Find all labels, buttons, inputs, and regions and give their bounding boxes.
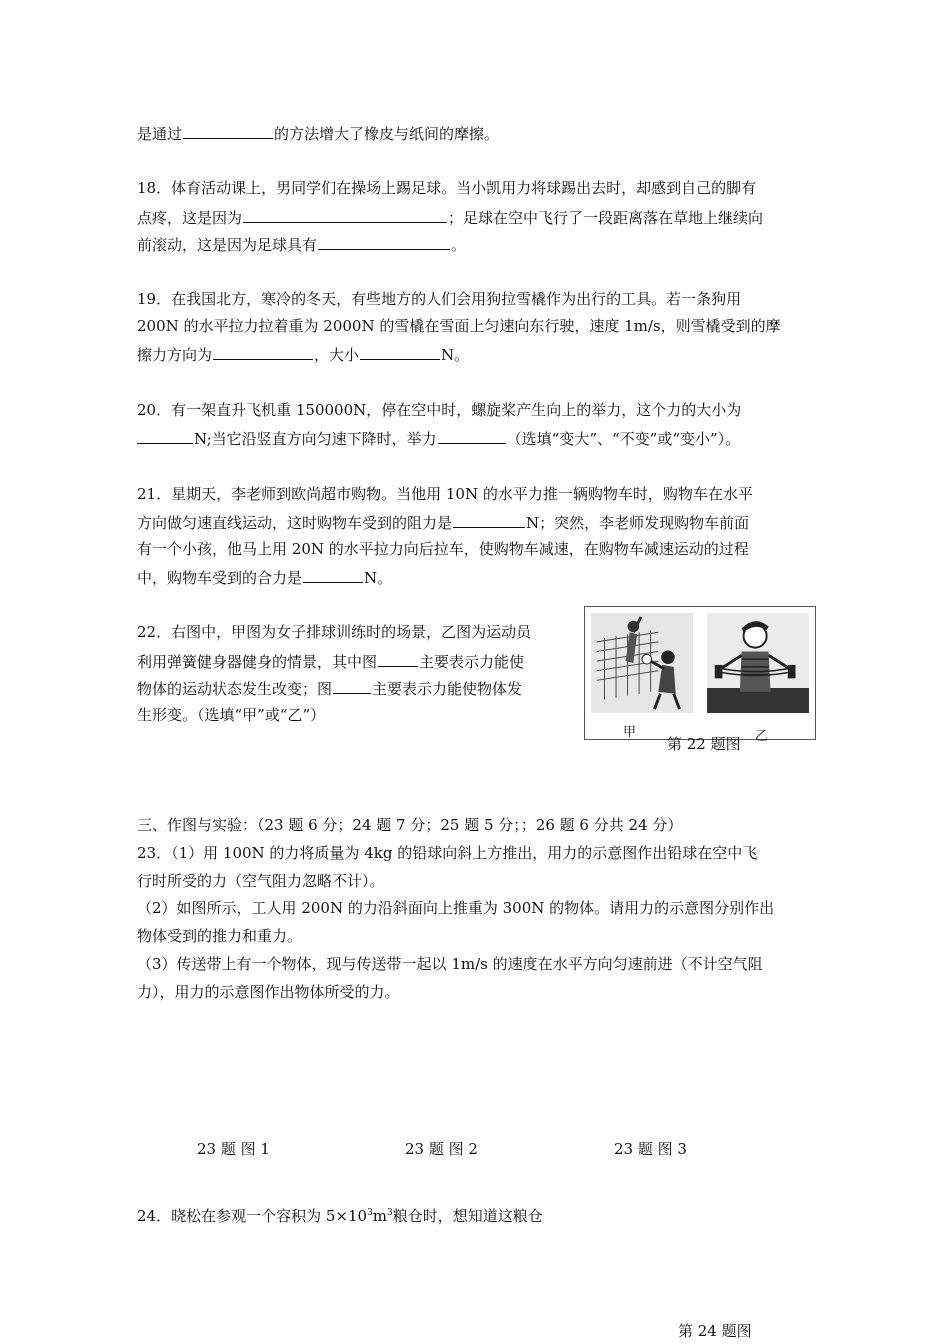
text-segment: N。 xyxy=(441,346,470,364)
text-segment: ，大小 xyxy=(314,346,360,364)
question-21-line-2 xyxy=(137,511,749,533)
question-18-line-3 xyxy=(137,233,466,255)
question-22-line-1: 22．右图中，甲图为女子排球训练时的场景，乙图为运动员 xyxy=(137,623,532,641)
text-segment: 利用弹簧健身器健身的情景，其中图 xyxy=(137,653,378,671)
exponent: 3 xyxy=(367,1208,373,1218)
text-segment: 点疼，这是因为 xyxy=(137,209,243,227)
question-24-line-1 xyxy=(137,1203,543,1226)
question-18-line-1: 18．体育活动课上，男同学们在操场上踢足球。当小凯用力将球踢出去时，却感到自己的脚有 xyxy=(137,179,757,197)
text-segment: 方向做匀速直线运动，这时购物车受到的阻力是 xyxy=(137,514,453,532)
answer-blank[interactable] xyxy=(183,122,273,139)
text-segment: 24．晓松在参观一个容积为 5×10 xyxy=(137,1207,368,1225)
question-21-line-1: 21．星期天，李老师到欧尚超市购物。当他用 10N 的水平力推一辆购物车时，购物车在水平 xyxy=(137,485,753,503)
question-22-line-4: 生形变。（选填“甲”或“乙”） xyxy=(137,706,326,724)
text-segment: 是通过 xyxy=(137,125,183,143)
question-21-line-3: 有一个小孩，他马上用 20N 的水平拉力向后拉车，使购物车减速，在购物车减速运动的过程 xyxy=(137,540,749,558)
text-segment: 前滚动，这是因为足球具有 xyxy=(137,236,318,254)
question-23-line-4: 物体受到的推力和重力。 xyxy=(137,927,303,945)
question-23-line-3: （2）如图所示，工人用 200N 的力沿斜面向上推重为 300N 的物体。请用力的示意图分别作出 xyxy=(137,899,775,917)
question-19-line-2: 200N 的水平拉力拉着重为 2000N 的雪橇在雪面上匀速向东行驶，速度 1m/s，则雪橇受到的摩 xyxy=(137,317,781,335)
text-segment: N;当它沿竖直方向匀速下降时，举力 xyxy=(194,430,437,448)
answer-blank[interactable] xyxy=(453,511,525,528)
text-line xyxy=(137,122,499,144)
figure-label-jia: 甲 xyxy=(623,725,637,740)
question-20-line-2 xyxy=(137,427,740,449)
text-segment: N；突然，李老师发现购物车前面 xyxy=(526,514,750,532)
question-23-line-2: 行时所受的力（空气阻力忽略不计）。 xyxy=(137,872,385,890)
text-segment: （选填“变大”、“不变”或“变小”）。 xyxy=(506,430,741,448)
text-segment: N。 xyxy=(364,569,393,587)
figure-23-3-caption: 23 题 图 3 xyxy=(614,1140,687,1158)
text-segment: 主要表示力能使 xyxy=(419,653,525,671)
text-segment: 物体的运动状态发生改变；图 xyxy=(137,680,333,698)
question-22-line-2 xyxy=(137,650,524,672)
text-segment: ；足球在空中飞行了一段距离落在草地上继续向 xyxy=(448,209,764,227)
spring-exerciser-illustration xyxy=(705,613,811,713)
text-segment: 的方法增大了橡皮与纸间的摩擦。 xyxy=(274,125,500,143)
answer-blank[interactable] xyxy=(137,427,193,444)
question-19-line-1: 19．在我国北方，寒冷的冬天，有些地方的人们会用狗拉雪橇作为出行的工具。若一条狗用 xyxy=(137,290,742,308)
volleyball-illustration xyxy=(589,613,695,713)
question-20-line-1: 20．有一架直升飞机重 150000N，停在空中时，螺旋桨产生向上的举力，这个力的大小为 xyxy=(137,401,742,419)
question-19-line-3 xyxy=(137,343,469,365)
figure-24-caption: 第 24 题图 xyxy=(678,1322,752,1340)
answer-blank[interactable] xyxy=(333,677,371,694)
text-segment: 主要表示力能使物体发 xyxy=(372,680,523,698)
answer-blank[interactable] xyxy=(438,427,506,444)
figure-23-1-caption: 23 题 图 1 xyxy=(197,1140,270,1158)
figure-22-caption: 第 22 题图 xyxy=(667,735,741,753)
question-23-line-5: （3）传送带上有一个物体，现与传送带一起以 1m/s 的速度在水平方向匀速前进（不计空气阻 xyxy=(137,955,763,973)
section-3-heading: 三、作图与实验：（23 题 6 分；24 题 7 分；25 题 5 分；；26 题 6 分共 24 分） xyxy=(137,816,683,834)
text-segment: 擦力方向为 xyxy=(137,346,213,364)
text-segment: 粮仓时，想知道这粮仓 xyxy=(392,1207,543,1225)
answer-blank[interactable] xyxy=(243,206,447,223)
answer-blank[interactable] xyxy=(213,343,313,360)
unit: m xyxy=(372,1207,388,1225)
question-23-line-6: 力），用力的示意图作出物体所受的力。 xyxy=(137,983,400,1001)
figure-label-yi: 乙 xyxy=(755,729,769,744)
text-segment: 。 xyxy=(451,236,467,254)
answer-blank[interactable] xyxy=(378,650,418,667)
question-21-line-4 xyxy=(137,566,392,588)
question-23-line-1: 23．（1）用 100N 的力将质量为 4kg 的铅球向斜上方推出，用力的示意图作出铅球在空中飞 xyxy=(137,844,758,862)
answer-blank[interactable] xyxy=(360,343,440,360)
answer-blank[interactable] xyxy=(318,233,450,250)
question-18-line-2 xyxy=(137,206,763,228)
answer-blank[interactable] xyxy=(303,566,363,583)
figure-23-2-caption: 23 题 图 2 xyxy=(405,1140,478,1158)
text-segment: 中，购物车受到的合力是 xyxy=(137,569,303,587)
exponent: 3 xyxy=(387,1208,393,1218)
question-22-line-3 xyxy=(137,677,522,699)
